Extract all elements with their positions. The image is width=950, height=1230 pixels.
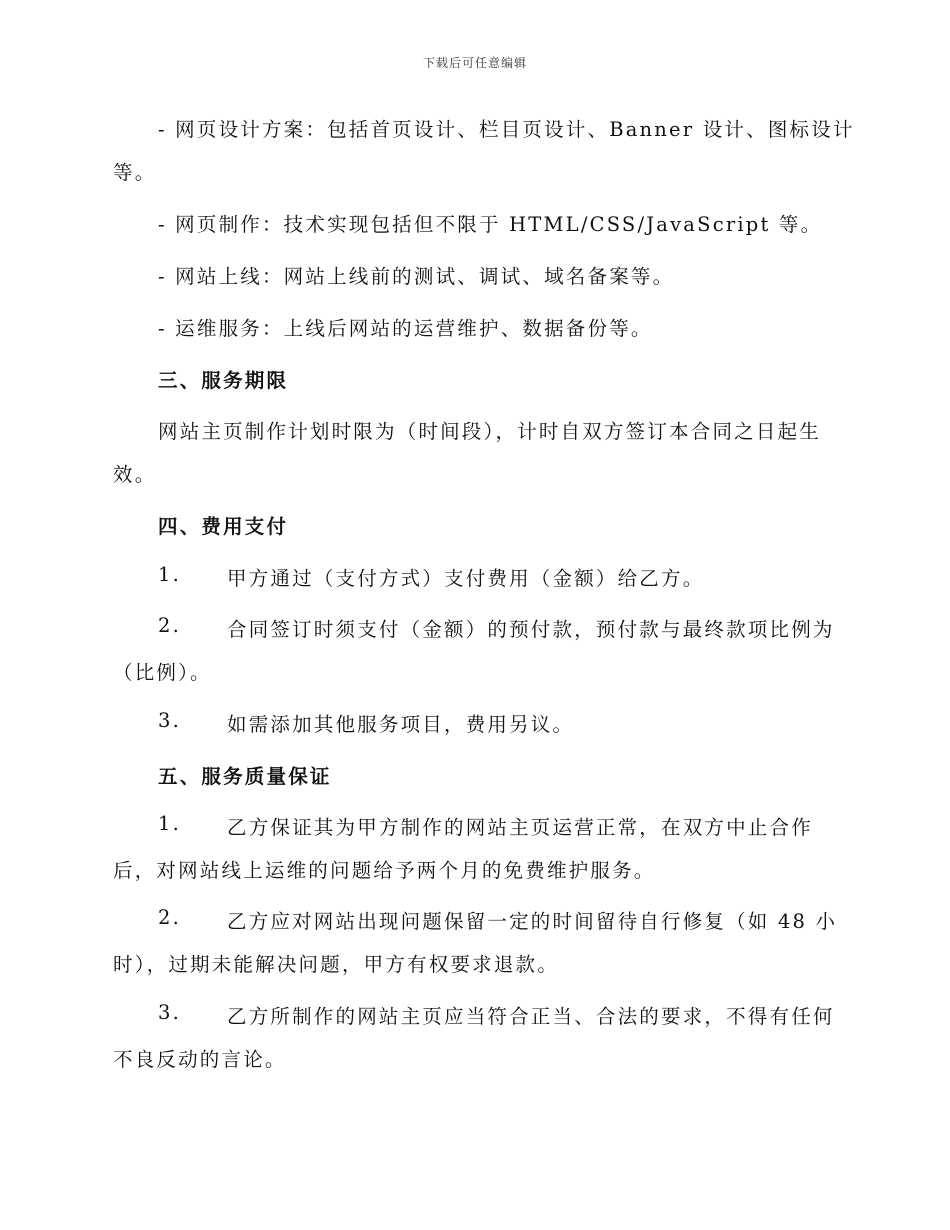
section4-item1-text: 甲方通过（支付方式）支付费用（金额）给乙方。 xyxy=(227,567,705,590)
section4-item1-num: 1. xyxy=(158,563,182,586)
ops-service-line: - 运维服务：上线后网站的运营维护、数据备份等。 xyxy=(158,317,653,340)
section5-item2-line2: 时），过期未能解决问题，甲方有权要求退款。 xyxy=(113,953,559,976)
section5-item2-num: 2. xyxy=(158,906,182,929)
section3-line2: 效。 xyxy=(113,463,157,486)
section4-item2-line2: （比例）。 xyxy=(113,661,212,684)
design-scheme-line1: - 网页设计方案：包括首页设计、栏目页设计、Banner 设计、图标设计 xyxy=(158,118,855,141)
section4-item3-num: 3. xyxy=(158,709,182,732)
page-header: 下载后可任意编辑 xyxy=(422,56,527,70)
section5-title: 五、服务质量保证 xyxy=(158,765,332,788)
section4-item3-text: 如需添加其他服务项目，费用另议。 xyxy=(227,713,575,736)
section3-line1: 网站主页制作计划时限为（时间段），计时自双方签订本合同之日起生 xyxy=(158,420,821,443)
section5-item2-text: 乙方应对网站出现问题保留一定的时间留待自行修复（如 48 小 xyxy=(227,910,838,933)
section5-item1-num: 1. xyxy=(158,812,182,835)
section5-item1-text: 乙方保证其为甲方制作的网站主页运营正常，在双方中止合作 xyxy=(227,816,813,839)
page-making-line: - 网页制作：技术实现包括但不限于 HTML/CSS/JavaScript 等。 xyxy=(158,213,823,236)
section4-item2-num: 2. xyxy=(158,614,182,637)
section4-title: 四、费用支付 xyxy=(158,515,289,538)
section3-title: 三、服务期限 xyxy=(158,369,289,392)
design-scheme-line2: 等。 xyxy=(113,161,157,184)
section5-item3-num: 3. xyxy=(158,1001,182,1024)
section4-item2-text: 合同签订时须支付（金额）的预付款，预付款与最终款项比例为 xyxy=(227,618,835,641)
section5-item3-text: 乙方所制作的网站主页应当符合正当、合法的要求，不得有任何 xyxy=(227,1005,835,1028)
site-launch-line: - 网站上线：网站上线前的测试、调试、域名备案等。 xyxy=(158,265,675,288)
section5-item1-line2: 后，对网站线上运维的问题给予两个月的免费维护服务。 xyxy=(113,859,656,882)
section5-item3-line2: 不良反动的言论。 xyxy=(113,1048,287,1071)
